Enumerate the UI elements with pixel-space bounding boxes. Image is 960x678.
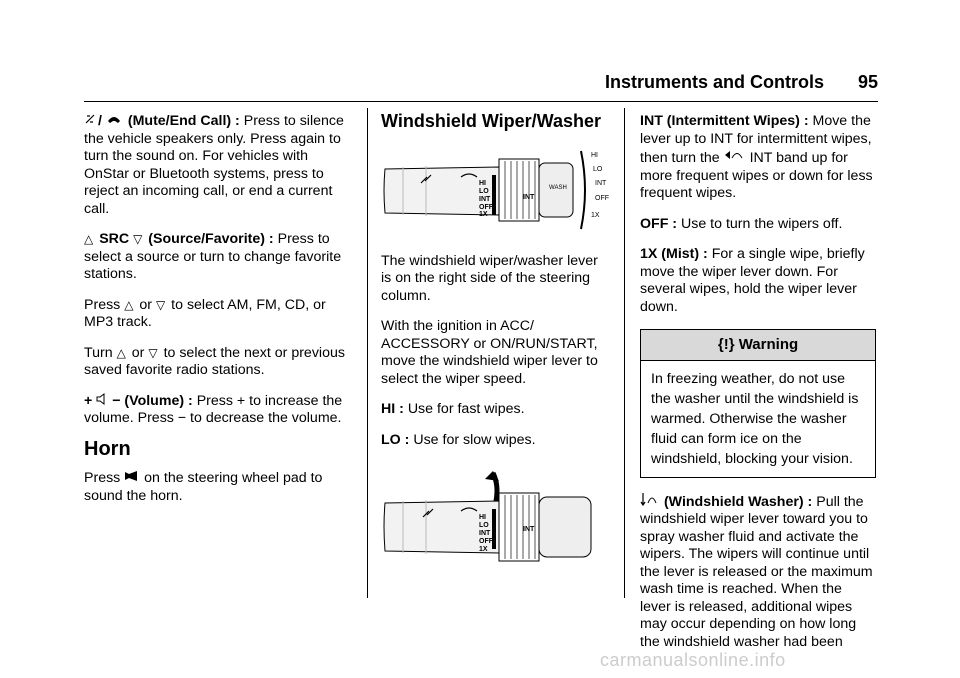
speaker-icon: [96, 393, 106, 411]
off-label: OFF :: [640, 215, 678, 232]
lo-label: LO :: [381, 431, 410, 448]
warning-box: [640, 329, 876, 478]
wiper-band-icon: [724, 148, 744, 168]
washer-paragraph: [640, 492, 876, 652]
horn-icon: [124, 470, 138, 488]
washer-lever-figure: [381, 471, 611, 571]
figure-label-1x: 1X: [479, 210, 488, 218]
mist-label: 1X (Mist) :: [640, 246, 708, 262]
washer-icon: [640, 492, 658, 512]
horn-paragraph: [84, 470, 354, 505]
volume-label: − (Volume) :: [112, 392, 193, 409]
or-word: or: [131, 344, 145, 361]
svg-text:OFF: OFF: [595, 194, 609, 202]
figure-label-lo: LO: [479, 187, 489, 195]
press-paragraph: [84, 297, 354, 332]
column-right: [640, 113, 876, 664]
int-text-b: INT band up for more frequent wipes or down for less frequent wipes.: [640, 150, 873, 201]
section-title: Instruments and Controls: [604, 72, 824, 92]
svg-text:OFF: OFF: [479, 538, 493, 545]
mist-paragraph: [640, 246, 876, 316]
column-divider-2: [624, 108, 625, 598]
turn-word: Turn: [84, 344, 113, 361]
volume-paragraph: [84, 393, 354, 428]
mute-paragraph: / (Mute/End Call) : Press to silence the vehicle speakers only. Press again to turn the sound on. For vehicles with OnStar or Bluetooth systems, press to reject an incoming call, or end a current call.: [84, 113, 344, 217]
int-text-a: Move the lever up to INT for intermittent wipes, then turn the: [640, 113, 872, 166]
svg-text:1X: 1X: [591, 211, 600, 219]
svg-text:HI: HI: [479, 514, 486, 521]
warning-title: Warning: [738, 336, 799, 353]
press-text: to select AM, FM, CD, or MP3 track.: [84, 296, 326, 330]
up-triangle-icon: △: [84, 232, 94, 246]
figure-label-hi: HI: [479, 179, 486, 187]
src-text: Press to select a source or turn to change favorite stations.: [84, 231, 342, 282]
header-rule: [84, 101, 878, 102]
svg-text:HI: HI: [591, 151, 598, 159]
washer-label: (Windshield Washer) :: [663, 493, 813, 510]
press-word: Press: [84, 296, 121, 313]
off-text: Use to turn the wipers off.: [681, 215, 843, 232]
turn-text: to select the next or previous saved favorite radio stations.: [84, 344, 345, 378]
svg-text:INT: INT: [595, 179, 607, 187]
src-label: SRC: [99, 231, 130, 247]
src-paragraph: [84, 231, 354, 284]
figure-label-band-int: INT: [523, 193, 535, 201]
svg-text:INT: INT: [523, 526, 535, 533]
page-number: 95: [857, 72, 878, 92]
volume-plus: +: [84, 392, 93, 409]
column-middle: [381, 113, 611, 589]
figure-label-int: INT: [479, 195, 491, 203]
volume-text: Press + to increase the volume. Press − to decrease the volume.: [84, 392, 343, 426]
lo-paragraph: [381, 432, 611, 450]
up-triangle-icon: △: [124, 297, 134, 312]
int-label: INT (Intermittent Wipes) :: [640, 113, 809, 129]
or-word: or: [139, 296, 153, 313]
up-triangle-icon: △: [116, 345, 126, 360]
figure-label-off: OFF: [479, 203, 493, 211]
mute-text: Press to silence the vehicle speakers only. Press again to turn the sound on. For vehicles with OnStar or Bluetooth systems, press to reject an incoming call, or end a current call.: [84, 113, 344, 217]
hi-paragraph: [381, 401, 611, 419]
wiper-lever-figure: [381, 145, 611, 235]
column-divider-1: [367, 108, 368, 598]
src-label-2: (Source/Favorite) :: [148, 231, 274, 247]
mist-text: For a single wipe, briefly move the wiper lever down. For several wipes, hold the wiper lever down.: [640, 246, 865, 315]
warning-header: [641, 330, 875, 361]
hi-label: HI :: [381, 401, 404, 417]
down-triangle-icon: ▽: [133, 232, 143, 246]
horn-press-word: Press: [84, 470, 121, 486]
svg-text:INT: INT: [479, 530, 491, 537]
down-triangle-icon: ▽: [155, 297, 166, 312]
svg-text:1X: 1X: [479, 546, 488, 553]
footer-watermark: carmanualsonline.info: [600, 650, 786, 670]
down-triangle-icon: ▽: [148, 345, 158, 360]
svg-text:LO: LO: [479, 522, 489, 529]
int-paragraph: [640, 113, 876, 203]
hi-text: Use for fast wipes.: [407, 401, 525, 417]
washer-text: Pull the windshield wiper lever toward you to spray washer fluid and activate the wipers. The wipers will continue until the lever is released or the maximum wash time is reached. When the lever is released, additional wipes may occur depending on how long the windshield washer had been: [640, 493, 873, 650]
warning-text: In freezing weather, do not use the washer until the windshield is warmed. Otherwise the washer fluid can form ice on the windshield, blocking your vision.: [651, 370, 859, 467]
ignition-paragraph: With the ignition in ACC/ ACCESSORY or ON/RUN/START, move the windshield wiper lever to select the wiper speed.: [381, 318, 598, 387]
svg-text:WASH: WASH: [549, 184, 567, 191]
turn-paragraph: [84, 345, 354, 380]
page-header: [605, 72, 878, 93]
warning-icon: {!}: [717, 336, 735, 353]
mute-icon: [84, 113, 96, 131]
lo-text: Use for slow wipes.: [413, 431, 536, 448]
svg-text:LO: LO: [593, 165, 603, 173]
wiper-heading: Windshield Wiper/Washer: [381, 111, 602, 131]
column-left: [84, 113, 354, 518]
horn-heading: Horn: [84, 437, 131, 460]
mute-label: (Mute/End Call) :: [127, 113, 240, 129]
off-paragraph: [640, 216, 876, 234]
horn-text: on the steering wheel pad to sound the horn.: [84, 470, 323, 504]
intro-paragraph: The windshield wiper/washer lever is on the right side of the steering column.: [381, 252, 598, 304]
end-call-icon: [106, 113, 122, 131]
